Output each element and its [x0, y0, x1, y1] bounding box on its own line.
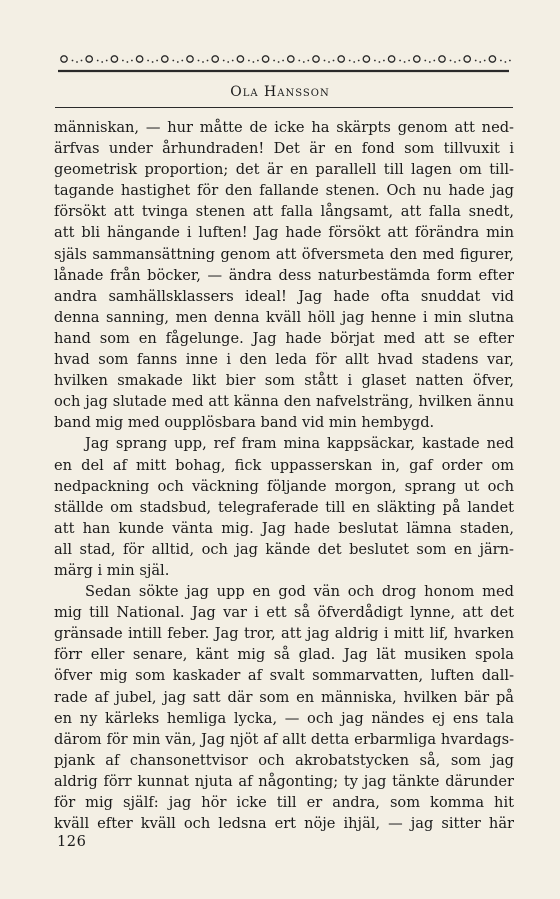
- text-line: andra samhällsklassers ideal! Jag hade ofta snuddat vid: [54, 287, 514, 305]
- text-line: hvad som fanns inne i den leda för allt hvad stadens var,: [54, 351, 514, 369]
- text-line: öfver mig som kaskader af svalt sommarvatten, luften dall-: [54, 667, 514, 685]
- text-line: människan, — hur måtte de icke ha skärpts genom att ned-: [54, 119, 514, 136]
- text-line: aldrig förr kunnat njuta af någonting; ty jag tänkte därunder: [54, 772, 514, 790]
- text-line: hand som en fågelunge. Jag hade börjat med att se efter: [54, 329, 514, 347]
- text-line: tagande hastighet för den fallande stenen. Och nu hade jag: [54, 182, 514, 200]
- running-head-author: Ola Hansson: [230, 84, 330, 100]
- text-line: band mig med oupplösbara band vid min hembygd.: [54, 414, 435, 432]
- body-text: [54, 117, 514, 834]
- text-line: att bli hängande i luften! Jag hade försökt att förändra min: [54, 224, 514, 242]
- text-line: förr eller senare, känt mig så glad. Jag lät musiken spola: [54, 646, 514, 664]
- text-line: geometrisk proportion; det är en parallell till lagen om till-: [54, 161, 514, 179]
- header-rule: [55, 107, 513, 108]
- text-line: kväll efter kväll och ledsna ert nöje ihjäl, — jag sitter här: [54, 815, 514, 833]
- text-line: en del af mitt bohag, fick uppasserskan in, gaf order om: [54, 456, 514, 474]
- text-line: nedpackning och väckning följande morgon, sprang ut och: [54, 477, 514, 495]
- text-line: rade af jubel, jag satt där som en människa, hvilken bär på: [54, 688, 514, 706]
- text-line: ärfvas under århundraden! Det är en fond som tillvuxit i: [54, 140, 514, 158]
- text-line: denna sanning, men denna kväll höll jag henne i min slutna: [54, 308, 514, 326]
- text-line: hvilken smakade likt bier som stått i glaset natten öfver,: [54, 372, 514, 390]
- text-line: själs sammansättning genom att öfversmeta den med figurer,: [54, 245, 514, 263]
- text-line: Jag sprang upp, ref fram mina kappsäckar, kastade ned: [85, 435, 514, 453]
- text-line: pjank af chansonettvisor och akrobatstycken så, som jag: [54, 751, 514, 769]
- text-line: därom för min vän, Jag njöt af allt detta erbarmliga hvardags-: [54, 730, 514, 748]
- text-line: gränsade intill feber. Jag tror, att jag aldrig i mitt lif, hvarken: [54, 625, 514, 643]
- text-line: och jag slutade med att känna den nafvelsträng, hvilken ännu: [54, 393, 514, 411]
- text-line: försökt att tvinga stenen att falla långsamt, att falla snedt,: [54, 203, 514, 221]
- text-line: mig till National. Jag var i ett så öfverdådigt lynne, att det: [54, 604, 514, 622]
- page-number: 126: [57, 833, 87, 850]
- text-line: en ny kärleks hemliga lycka, — och jag nändes ej ens tala: [54, 709, 514, 727]
- text-line: för mig själf: jag hör icke till er andra, som komma hit: [54, 794, 514, 811]
- text-line: Sedan sökte jag upp en god vän och drog honom med: [85, 583, 514, 601]
- decorative-header-ornament-icon: [56, 47, 511, 77]
- text-line: all stad, för alltid, och jag kände det beslutet som en järn-: [54, 540, 514, 558]
- text-line: ställde om stadsbud, telegraferade till en släkting på landet: [54, 498, 514, 516]
- text-line: lånade från böcker, — ändra dess naturbestämda form efter: [54, 266, 514, 284]
- text-line: att han kunde vänta mig. Jag hade beslutat lämna staden,: [54, 519, 514, 537]
- text-line: märg i min själ.: [54, 561, 170, 579]
